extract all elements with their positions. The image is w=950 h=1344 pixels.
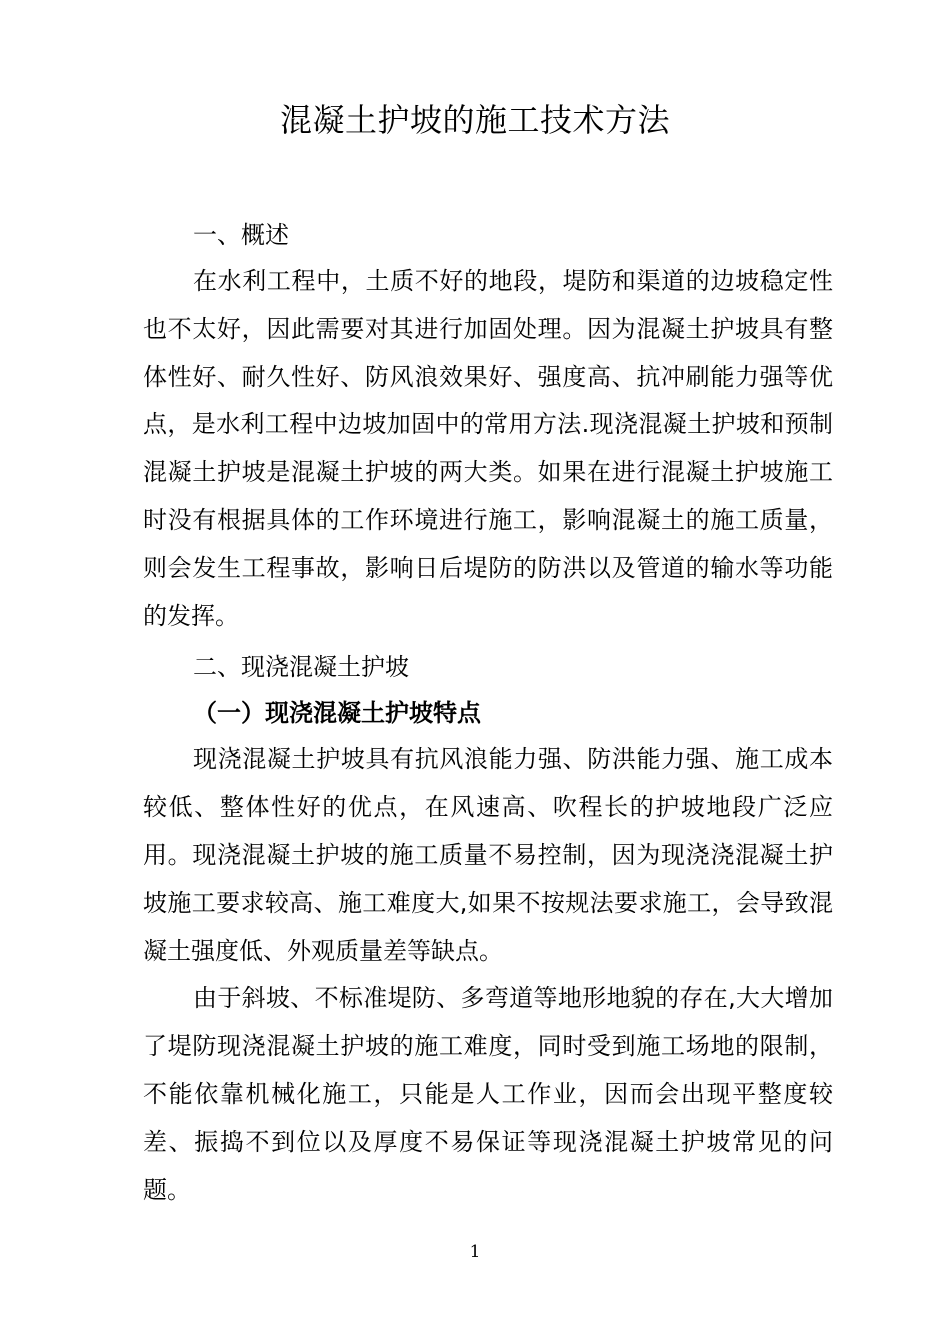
page-number: 1 bbox=[469, 1242, 481, 1262]
paragraph-features: 现浇混凝土护坡具有抗风浪能力强、防洪能力强、施工成本较低、整体性好的优点，在风速高、吹程长的护坡地段广泛应用。现浇混凝土护坡的施工质量不易控制，因为现浇浇混凝土护坡施工要求较高、施工难度大,如果不按规法要求施工，会导致混凝土强度低、外观质量差等缺点。 bbox=[143, 745, 833, 965]
document-title: 混凝土护坡的施工技术方法 bbox=[279, 101, 670, 139]
section-heading-cast-in-place: 二、现浇混凝土护坡 bbox=[193, 653, 409, 682]
section-heading-overview: 一、概述 bbox=[193, 221, 289, 249]
subheading-cast-in-place-features: （一）现浇混凝土护坡特点 bbox=[193, 699, 481, 728]
document-body bbox=[143, 212, 833, 1214]
paragraph-construction-difficulty: 由于斜坡、不标准堤防、多弯道等地形地貌的存在,大大增加了堤防现浇混凝土护坡的施工难度，同时受到施工场地的限制，不能依靠机械化施工，只能是人工作业，因而会出现平整度较差、振捣不到位以及厚度不易保证等现浇混凝土护坡常见的问题。 bbox=[143, 984, 833, 1204]
paragraph-overview: 在水利工程中，土质不好的地段，堤防和渠道的边坡稳定性也不太好，因此需要对其进行加固处理。因为混凝土护坡具有整体性好、耐久性好、防风浪效果好、强度高、抗冲刷能力强等优点，是水利工程中边坡加固中的常用方法.现浇混凝土护坡和预制混凝土护坡是混凝土护坡的两大类。如果在进行混凝土护坡施工时没有根据具体的工作环境进行施工，影响混凝土的施工质量，则会发生工程事故，影响日后堤防的防洪以及管道的输水等功能的发挥。 bbox=[143, 267, 833, 630]
